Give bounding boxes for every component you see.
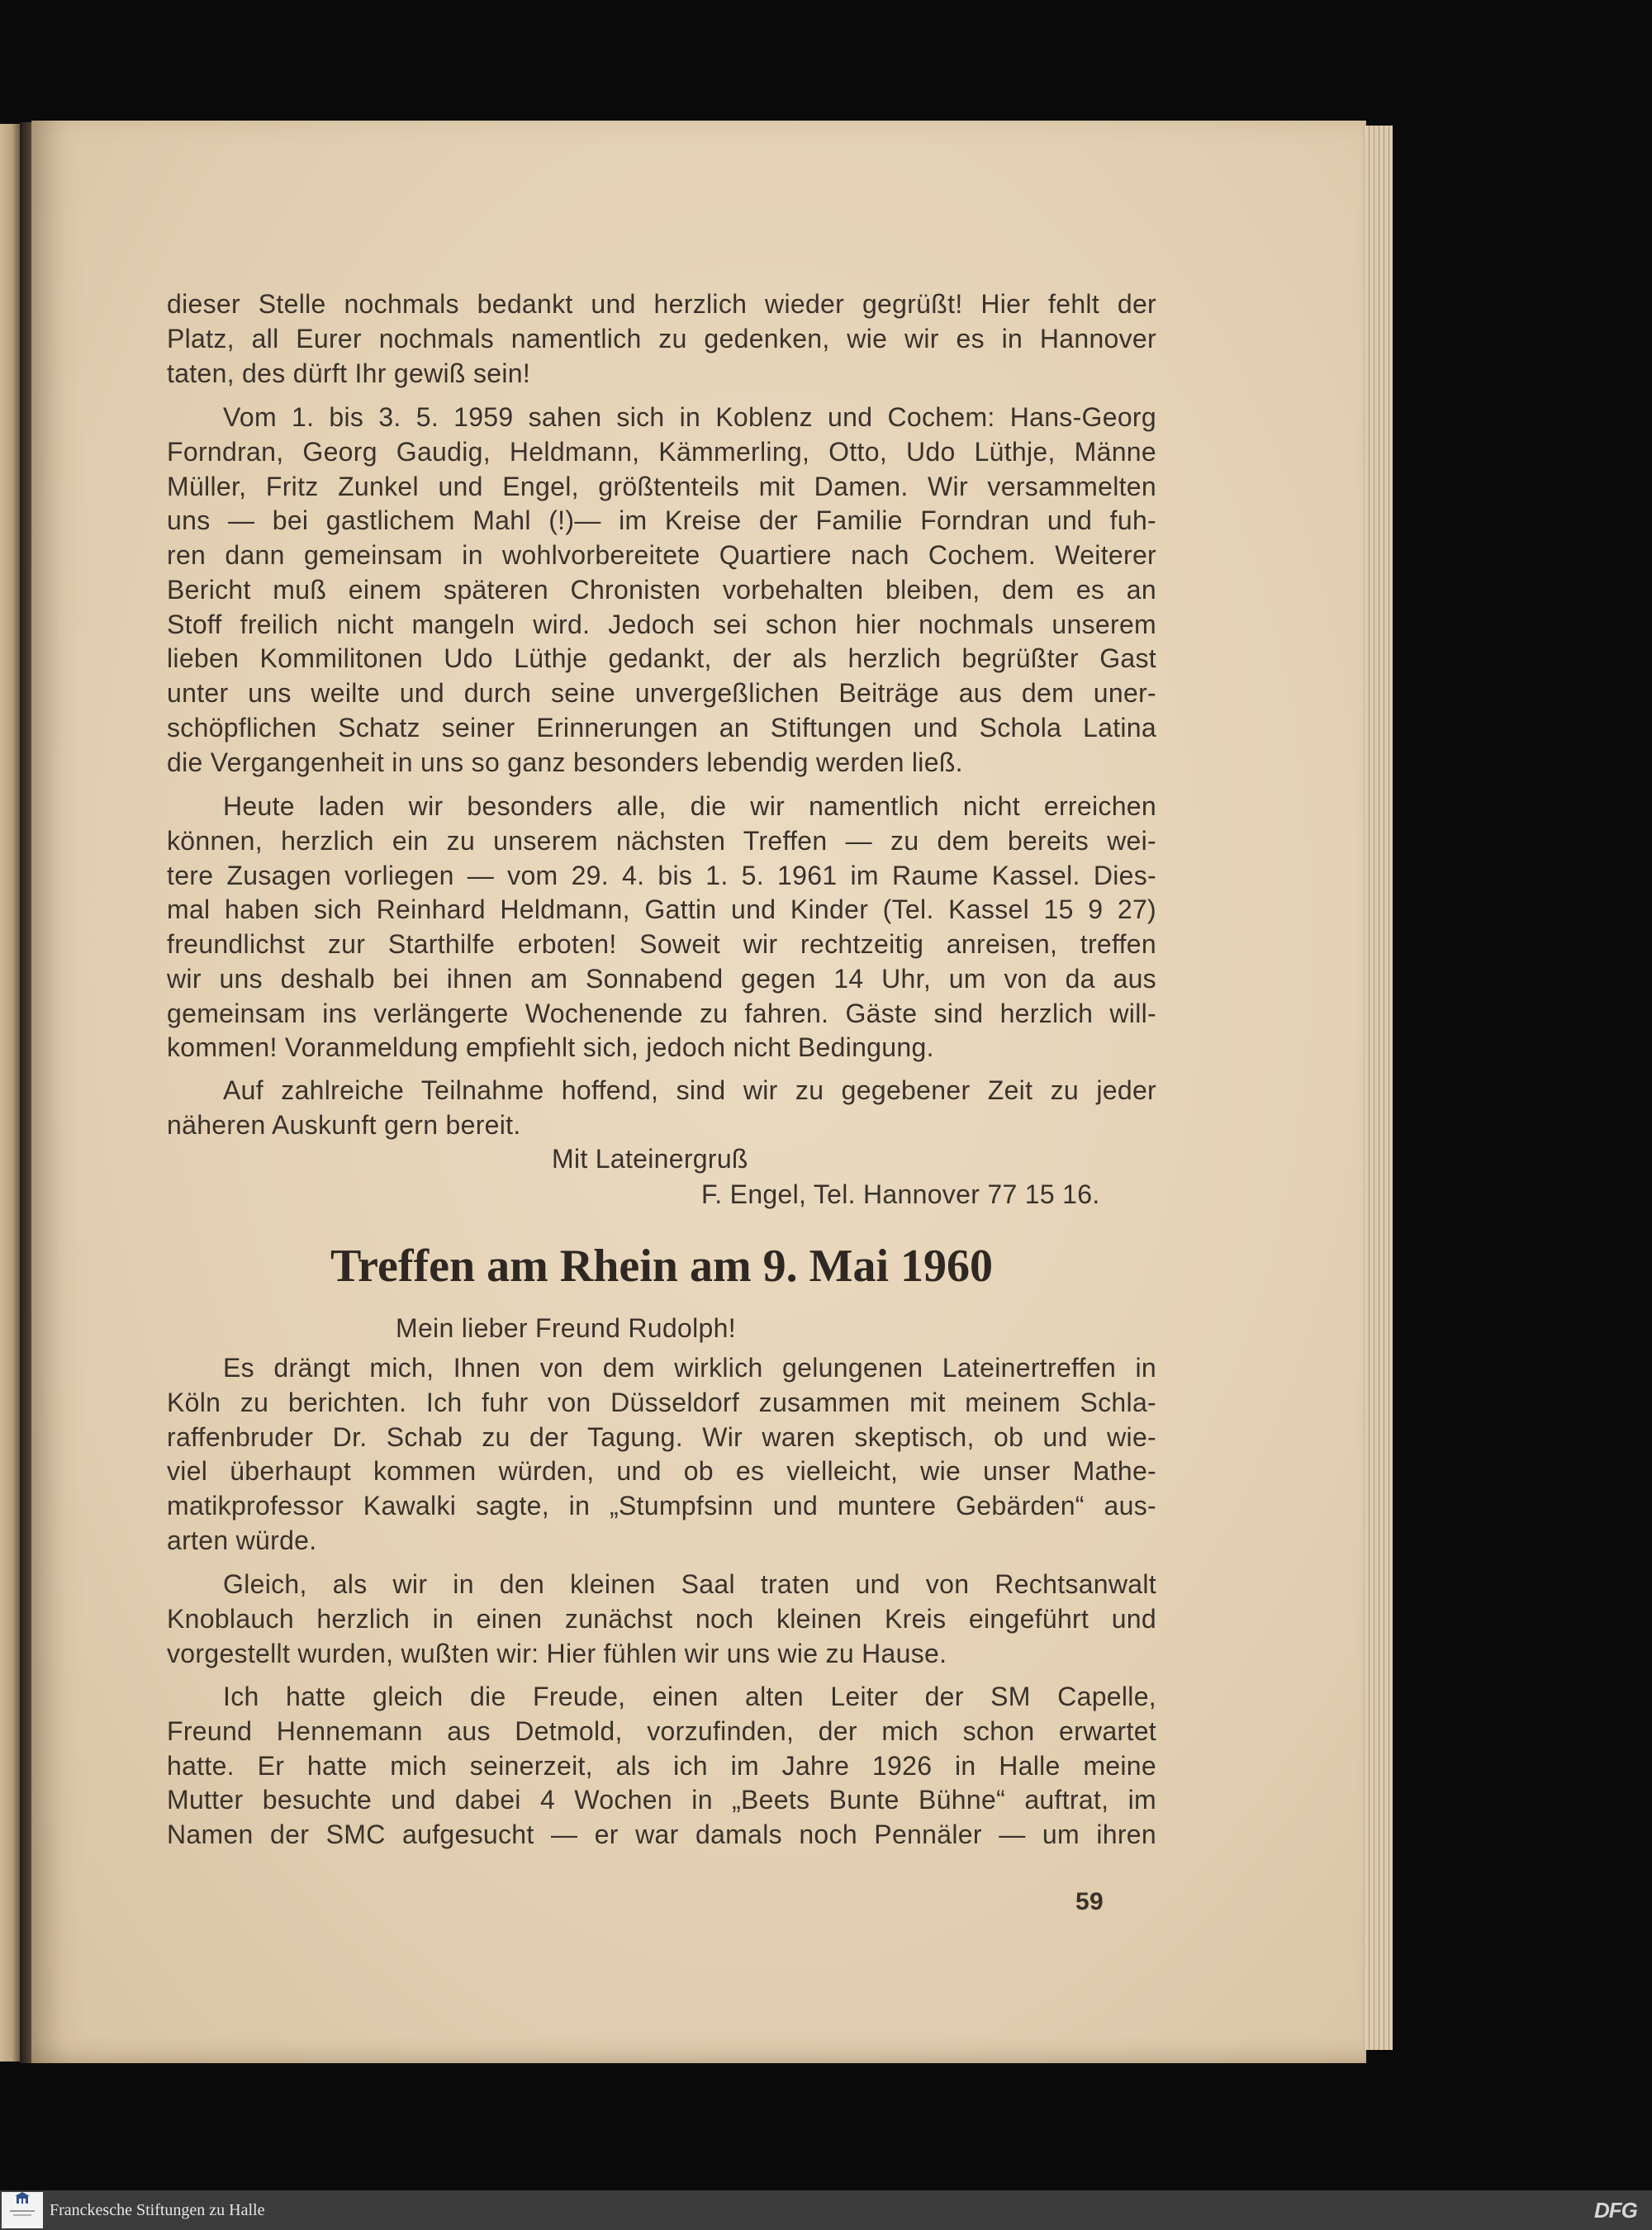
text-line: arten würde.: [167, 1525, 317, 1555]
text-line: Auf zahlreiche Teilnahme hoffend, sind wir zu gegebener Zeit zu jeder: [223, 1075, 1156, 1105]
text-line: Stoff freilich nicht mangeln wird. Jedoch sei schon hier nochmals unserem: [167, 609, 1156, 639]
text-line: taten, des dürft Ihr gewiß sein!: [167, 358, 531, 388]
text-line: Bericht muß einem späteren Chronisten vorbehalten bleiben, dem es an: [167, 574, 1156, 605]
text-line: lieben Kommilitonen Udo Lüthje gedankt, der als herzlich begrüßter Gast: [167, 643, 1156, 674]
text-line: mal haben sich Reinhard Heldmann, Gattin und Kinder (Tel. Kassel 15 9 27): [167, 894, 1156, 925]
article-heading: Treffen am Rhein am 9. Mai 1960: [330, 1241, 994, 1292]
text-line: matikprofessor Kawalki sagte, in „Stumpfsinn und muntere Gebärden“ aus-: [167, 1491, 1156, 1521]
institution-emblem-icon[interactable]: [2, 2192, 43, 2228]
text-line: schöpflichen Schatz seiner Erinnerungen an Stiftungen und Schola Latina: [167, 712, 1156, 743]
text-line: Forndran, Georg Gaudig, Heldmann, Kämmerling, Otto, Udo Lüthje, Männe: [167, 436, 1156, 467]
text-line: Ich hatte gleich die Freude, einen alten Leiter der SM Capelle,: [223, 1682, 1156, 1711]
paragraph: [167, 1568, 1156, 1671]
text-line: tere Zusagen vorliegen — vom 29. 4. bis 1. 5. 1961 im Raume Kassel. Dies-: [167, 860, 1156, 890]
text-line: freundlichst zur Starthilfe erboten! Soweit wir rechtzeitig anreisen, treffen: [167, 929, 1156, 959]
text-line: Vom 1. bis 3. 5. 1959 sahen sich in Koblenz und Cochem: Hans-Georg: [223, 402, 1156, 432]
viewer-footer: [0, 2190, 1652, 2230]
text-line: ren dann gemeinsam in wohlvorbereitete Quartiere nach Cochem. Weiterer: [167, 540, 1156, 570]
text-line: Müller, Fritz Zunkel und Engel, größtenteils mit Damen. Wir versammelten: [167, 471, 1156, 501]
paragraph: [167, 287, 1156, 391]
dfg-logo[interactable]: DFG: [1594, 2198, 1637, 2223]
letter-closing: Mit Lateinergruß: [552, 1144, 748, 1174]
text-line: Gleich, als wir in den kleinen Saal traten und von Rechtsanwalt: [223, 1569, 1156, 1599]
text-line: gemeinsam ins verlängerte Wochenende zu fahren. Gäste sind herzlich will-: [167, 998, 1156, 1028]
page-number: 59: [1075, 1888, 1104, 1915]
text-line: näheren Auskunft gern bereit.: [167, 1109, 521, 1140]
paragraph: [167, 1680, 1156, 1853]
text-line: Platz, all Eurer nochmals namentlich zu gedenken, wie wir es in Hannover: [167, 323, 1156, 353]
paragraph: [167, 401, 1156, 780]
article-salutation: Mein lieber Freund Rudolph!: [396, 1313, 736, 1343]
text-line: viel überhaupt kommen würden, und ob es vielleicht, wie unser Mathe-: [167, 1456, 1156, 1487]
letter-signature: F. Engel, Tel. Hannover 77 15 16.: [701, 1179, 1100, 1209]
text-line: können, herzlich ein zu unserem nächsten Treffen — zu dem bereits wei-: [167, 825, 1156, 856]
paragraph: [167, 1351, 1156, 1559]
text-line: Mutter besuchte und dabei 4 Wochen in „Beets Bunte Bühne“ auftrat, im: [167, 1785, 1156, 1815]
institution-name[interactable]: Franckesche Stiftungen zu Halle: [50, 2201, 265, 2219]
text-line: Freund Hennemann aus Detmold, vorzufinden, der mich schon erwartet: [167, 1715, 1156, 1746]
text-line: Namen der SMC aufgesucht — er war damals noch Pennäler — um ihren: [167, 1820, 1156, 1849]
text-line: Knoblauch herzlich in einen zunächst noch kleinen Kreis eingeführt und: [167, 1603, 1156, 1634]
text-line: Heute laden wir besonders alle, die wir namentlich nicht erreichen: [223, 791, 1156, 821]
text-line: die Vergangenheit in uns so ganz besonders lebendig werden ließ.: [167, 747, 963, 777]
text-line: unter uns weilte und durch seine unvergeßlichen Beiträge aus dem uner-: [167, 678, 1156, 708]
text-line: Es drängt mich, Ihnen von dem wirklich gelungenen Lateinertreffen in: [223, 1353, 1156, 1383]
text-line: Köln zu berichten. Ich fuhr von Düsseldorf zusammen mit meinem Schla-: [167, 1387, 1156, 1417]
text-line: uns — bei gastlichem Mahl (!)— im Kreise der Familie Forndran und fuh-: [167, 505, 1156, 536]
paragraph: [167, 790, 1156, 1065]
text-line: vorgestellt wurden, wußten wir: Hier fühlen wir uns wie zu Hause.: [167, 1638, 947, 1668]
text-line: raffenbruder Dr. Schab zu der Tagung. Wir waren skeptisch, ob und wie-: [167, 1421, 1156, 1452]
text-line: dieser Stelle nochmals bedankt und herzlich wieder gegrüßt! Hier fehlt der: [167, 289, 1156, 319]
text-line: kommen! Voranmeldung empfiehlt sich, jedoch nicht Bedingung.: [167, 1032, 934, 1063]
paragraph: [167, 1074, 1156, 1143]
text-line: wir uns deshalb bei ihnen am Sonnabend gegen 14 Uhr, um von da aus: [167, 963, 1156, 994]
text-line: hatte. Er hatte mich seinerzeit, als ich im Jahre 1926 in Halle meine: [167, 1750, 1156, 1781]
